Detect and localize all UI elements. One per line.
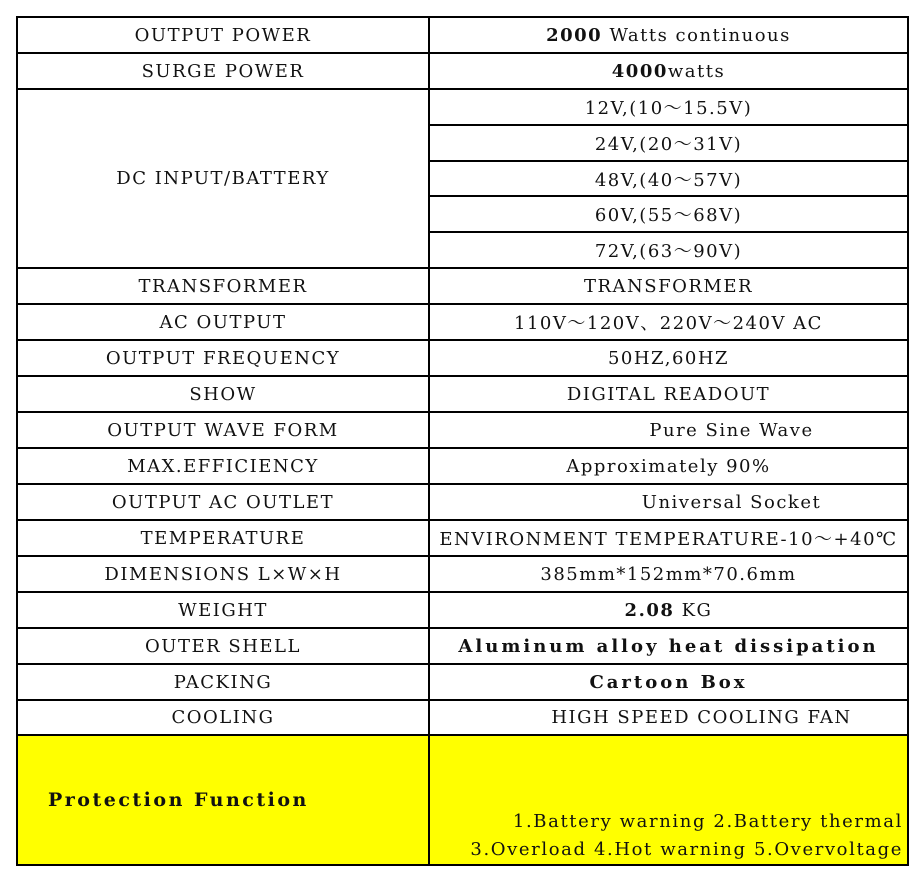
label-max-efficiency: MAX.EFFICIENCY xyxy=(17,448,429,484)
value-output-power xyxy=(429,17,908,53)
value-weight xyxy=(429,592,908,628)
value-dc-input-48v: 48V,(40～57V) xyxy=(429,161,908,196)
row-show xyxy=(17,376,908,412)
value-output-frequency: 50HZ,60HZ xyxy=(429,340,908,376)
row-output-frequency xyxy=(17,340,908,376)
value-weight-unit: KG xyxy=(674,599,713,621)
label-weight: WEIGHT xyxy=(17,592,429,628)
row-transformer xyxy=(17,268,908,304)
value-protection-function xyxy=(429,735,908,865)
label-outer-shell: OUTER SHELL xyxy=(17,628,429,664)
spec-table xyxy=(16,16,909,866)
value-transformer: TRANSFORMER xyxy=(429,268,908,304)
label-show: SHOW xyxy=(17,376,429,412)
label-packing: PACKING xyxy=(17,664,429,700)
value-packing: Cartoon Box xyxy=(429,664,908,700)
row-dc-input-1 xyxy=(17,89,908,125)
label-cooling: COOLING xyxy=(17,700,429,735)
label-output-wave-form: OUTPUT WAVE FORM xyxy=(17,412,429,448)
protection-line-1: 1.Battery warning 2.Battery thermal xyxy=(512,811,903,832)
value-output-power-number: 2000 xyxy=(546,24,603,46)
value-surge-power-unit: watts xyxy=(667,60,726,82)
row-dimensions xyxy=(17,556,908,592)
row-weight xyxy=(17,592,908,628)
label-output-ac-outlet: OUTPUT AC OUTLET xyxy=(17,484,429,520)
value-weight-number: 2.08 xyxy=(624,599,675,621)
row-temperature xyxy=(17,520,908,556)
value-surge-power-number: 4000 xyxy=(611,60,668,82)
row-protection-function xyxy=(17,735,908,865)
row-max-efficiency xyxy=(17,448,908,484)
label-surge-power: SURGE POWER xyxy=(17,53,429,89)
value-ac-output: 110V～120V、220V～240V AC xyxy=(429,304,908,340)
label-output-power: OUTPUT POWER xyxy=(17,17,429,53)
value-output-wave-form: Pure Sine Wave xyxy=(429,412,908,448)
label-protection-function: Protection Function xyxy=(17,735,429,865)
label-transformer: TRANSFORMER xyxy=(17,268,429,304)
row-outer-shell xyxy=(17,628,908,664)
row-output-power xyxy=(17,17,908,53)
row-cooling xyxy=(17,700,908,735)
row-surge-power xyxy=(17,53,908,89)
row-output-ac-outlet xyxy=(17,484,908,520)
value-output-ac-outlet: Universal Socket xyxy=(429,484,908,520)
value-outer-shell: Aluminum alloy heat dissipation xyxy=(429,628,908,664)
value-surge-power xyxy=(429,53,908,89)
value-max-efficiency: Approximately 90% xyxy=(429,448,908,484)
label-dimensions: DIMENSIONS L×W×H xyxy=(17,556,429,592)
row-packing xyxy=(17,664,908,700)
protection-line-2: 3.Overload 4.Hot warning 5.Overvoltage xyxy=(470,839,903,860)
value-dc-input-12v: 12V,(10～15.5V) xyxy=(429,89,908,125)
row-ac-output xyxy=(17,304,908,340)
value-cooling: HIGH SPEED COOLING FAN xyxy=(429,700,908,735)
value-show: DIGITAL READOUT xyxy=(429,376,908,412)
value-output-power-unit: Watts continuous xyxy=(602,24,791,46)
label-output-frequency: OUTPUT FREQUENCY xyxy=(17,340,429,376)
value-dc-input-24v: 24V,(20～31V) xyxy=(429,125,908,161)
value-dc-input-72v: 72V,(63～90V) xyxy=(429,232,908,268)
value-dc-input-60v: 60V,(55～68V) xyxy=(429,196,908,232)
label-ac-output: AC OUTPUT xyxy=(17,304,429,340)
value-dimensions: 385mm*152mm*70.6mm xyxy=(429,556,908,592)
value-temperature: ENVIRONMENT TEMPERATURE-10～+40℃ xyxy=(429,520,908,556)
row-output-wave-form xyxy=(17,412,908,448)
label-dc-input: DC INPUT/BATTERY xyxy=(17,89,429,268)
label-temperature: TEMPERATURE xyxy=(17,520,429,556)
